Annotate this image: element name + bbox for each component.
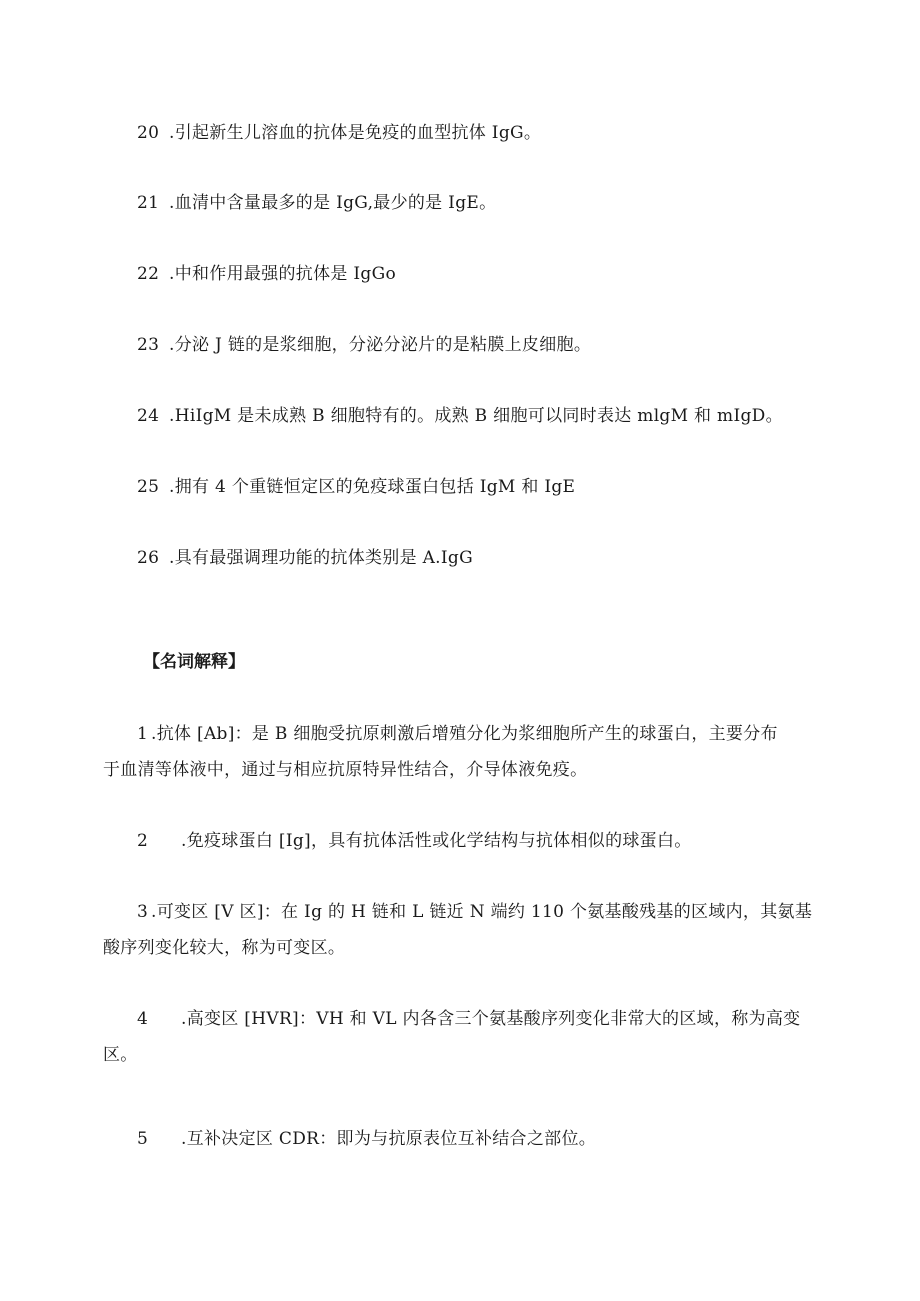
definition-item (103, 823, 823, 859)
definition-number: 4 (137, 1009, 149, 1029)
item-number: 25 (137, 477, 160, 497)
item-text: .分泌 J 链的是浆细胞，分泌分泌片的是粘膜上皮细胞。 (169, 335, 592, 355)
item-text: .血清中含量最多的是 IgG,最少的是 IgE。 (169, 193, 497, 213)
list-item (137, 264, 396, 284)
definition-text: .抗体 [Ab]：是 B 细胞受抗原刺激后增殖分化为浆细胞所产生的球蛋白，主要分布 (151, 724, 778, 744)
item-number: 20 (137, 123, 160, 143)
definition-text: .高变区 [HVR]：VH 和 VL 内各含三个氨基酸序列变化非常大的区域，称为高变 (181, 1009, 801, 1029)
definition-item (103, 894, 823, 966)
list-item (137, 335, 591, 355)
item-number: 26 (137, 548, 160, 568)
definition-text-continued: 区。 (103, 1045, 138, 1065)
list-item (137, 123, 541, 143)
list-item (137, 406, 783, 426)
definition-text-continued: 酸序列变化较大，称为可变区。 (103, 938, 346, 958)
item-text: .中和作用最强的抗体是 IgGo (169, 264, 397, 284)
item-text: .拥有 4 个重链恒定区的免疫球蛋白包括 IgM 和 IgE (169, 477, 576, 497)
item-number: 22 (137, 264, 160, 284)
item-number: 23 (137, 335, 160, 355)
definition-text-continued: 于血清等体液中，通过与相应抗原特异性结合，介导体液免疫。 (103, 760, 588, 780)
section-title: 【名词解释】 (143, 652, 245, 672)
list-item (137, 193, 496, 213)
definition-item (103, 1121, 823, 1157)
list-item (137, 477, 575, 497)
definition-text: .互补决定区 CDR：即为与抗原表位互补结合之部位。 (181, 1129, 597, 1149)
item-text: .具有最强调理功能的抗体类别是 A.IgG (169, 548, 473, 568)
definition-number: 5 (137, 1129, 149, 1149)
definition-number: 1 (137, 724, 149, 744)
definition-text: .可变区 [V 区]：在 Ig 的 H 链和 L 链近 N 端约 110 个氨基酸残基的区域内，其氨基 (151, 902, 813, 922)
list-item (137, 548, 473, 568)
item-text: .引起新生儿溶血的抗体是免疫的血型抗体 IgG。 (169, 123, 542, 143)
definition-number: 2 (137, 831, 149, 851)
definition-number: 3 (137, 902, 149, 922)
definition-text: .免疫球蛋白 [Ig]，具有抗体活性或化学结构与抗体相似的球蛋白。 (181, 831, 692, 851)
item-text: .HiIgM 是未成熟 B 细胞特有的。成熟 B 细胞可以同时表达 mlgM 和 mIgD。 (169, 406, 783, 426)
definition-item (103, 1001, 823, 1073)
item-number: 24 (137, 406, 160, 426)
item-number: 21 (137, 193, 160, 213)
definition-item (103, 716, 823, 788)
